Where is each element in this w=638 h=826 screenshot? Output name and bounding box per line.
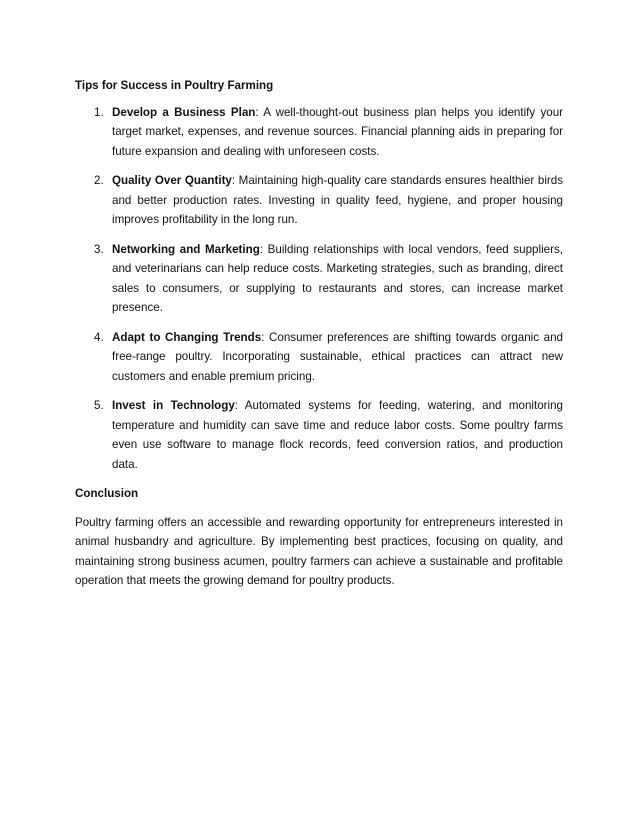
tip-number: 4.: [94, 330, 104, 344]
tips-list: [75, 103, 563, 475]
tip-number: 1.: [94, 105, 104, 119]
tip-text: : Automated systems for feeding, watering, and monitoring temperature and humidity can save time and reduce labor costs. Some poultry farms even use software to manage flock records, feed conversion ratios, and production data.: [112, 399, 563, 471]
conclusion-heading: Conclusion: [75, 487, 139, 500]
tip-number: 5.: [94, 399, 104, 412]
tip-number: 2.: [94, 174, 104, 187]
tip-term: Networking and Marketing: [112, 242, 260, 256]
tip-item: [75, 103, 563, 162]
tip-number: 3.: [94, 242, 104, 256]
document-page: [75, 76, 563, 591]
tip-item: [75, 396, 563, 474]
tip-term: Develop a Business Plan: [112, 105, 256, 119]
tip-text: : A well-thought-out business plan helps you identify your target market, expenses, and revenue sources. Financial planning aids in preparing for future expansion and dealing with unforeseen costs.: [112, 105, 564, 158]
tip-text: : Consumer preferences are shifting towards organic and free-range poultry. Incorporating sustainable, ethical practices can attract new customers and enable premium pricing.: [112, 330, 563, 383]
conclusion-paragraph: Poultry farming offers an accessible and rewarding opportunity for entrepreneurs interested in animal husbandry and agriculture. By implementing best practices, focusing on quality, and maintaining strong business acumen, poultry farmers can achieve a sustainable and profitable operation that meets the growing demand for poultry products.: [75, 515, 563, 587]
tip-term: Invest in Technology: [112, 399, 235, 412]
tip-text: : Building relationships with local vendors, feed suppliers, and veterinarians can help reduce costs. Marketing strategies, such as branding, direct sales to consumers, or supplying to restaurants and stores, can increase market presence.: [112, 242, 563, 314]
tip-item: [75, 171, 563, 230]
tip-item: [75, 240, 563, 318]
tip-term: Quality Over Quantity: [112, 174, 232, 187]
tip-term: Adapt to Changing Trends: [112, 330, 262, 344]
tip-item: [75, 328, 563, 387]
tips-heading: Tips for Success in Poultry Farming: [75, 79, 274, 92]
tip-text: : Maintaining high-quality care standards ensures healthier birds and better production rates. Investing in quality feed, hygiene, and proper housing improves profitability in the long run.: [112, 174, 563, 226]
